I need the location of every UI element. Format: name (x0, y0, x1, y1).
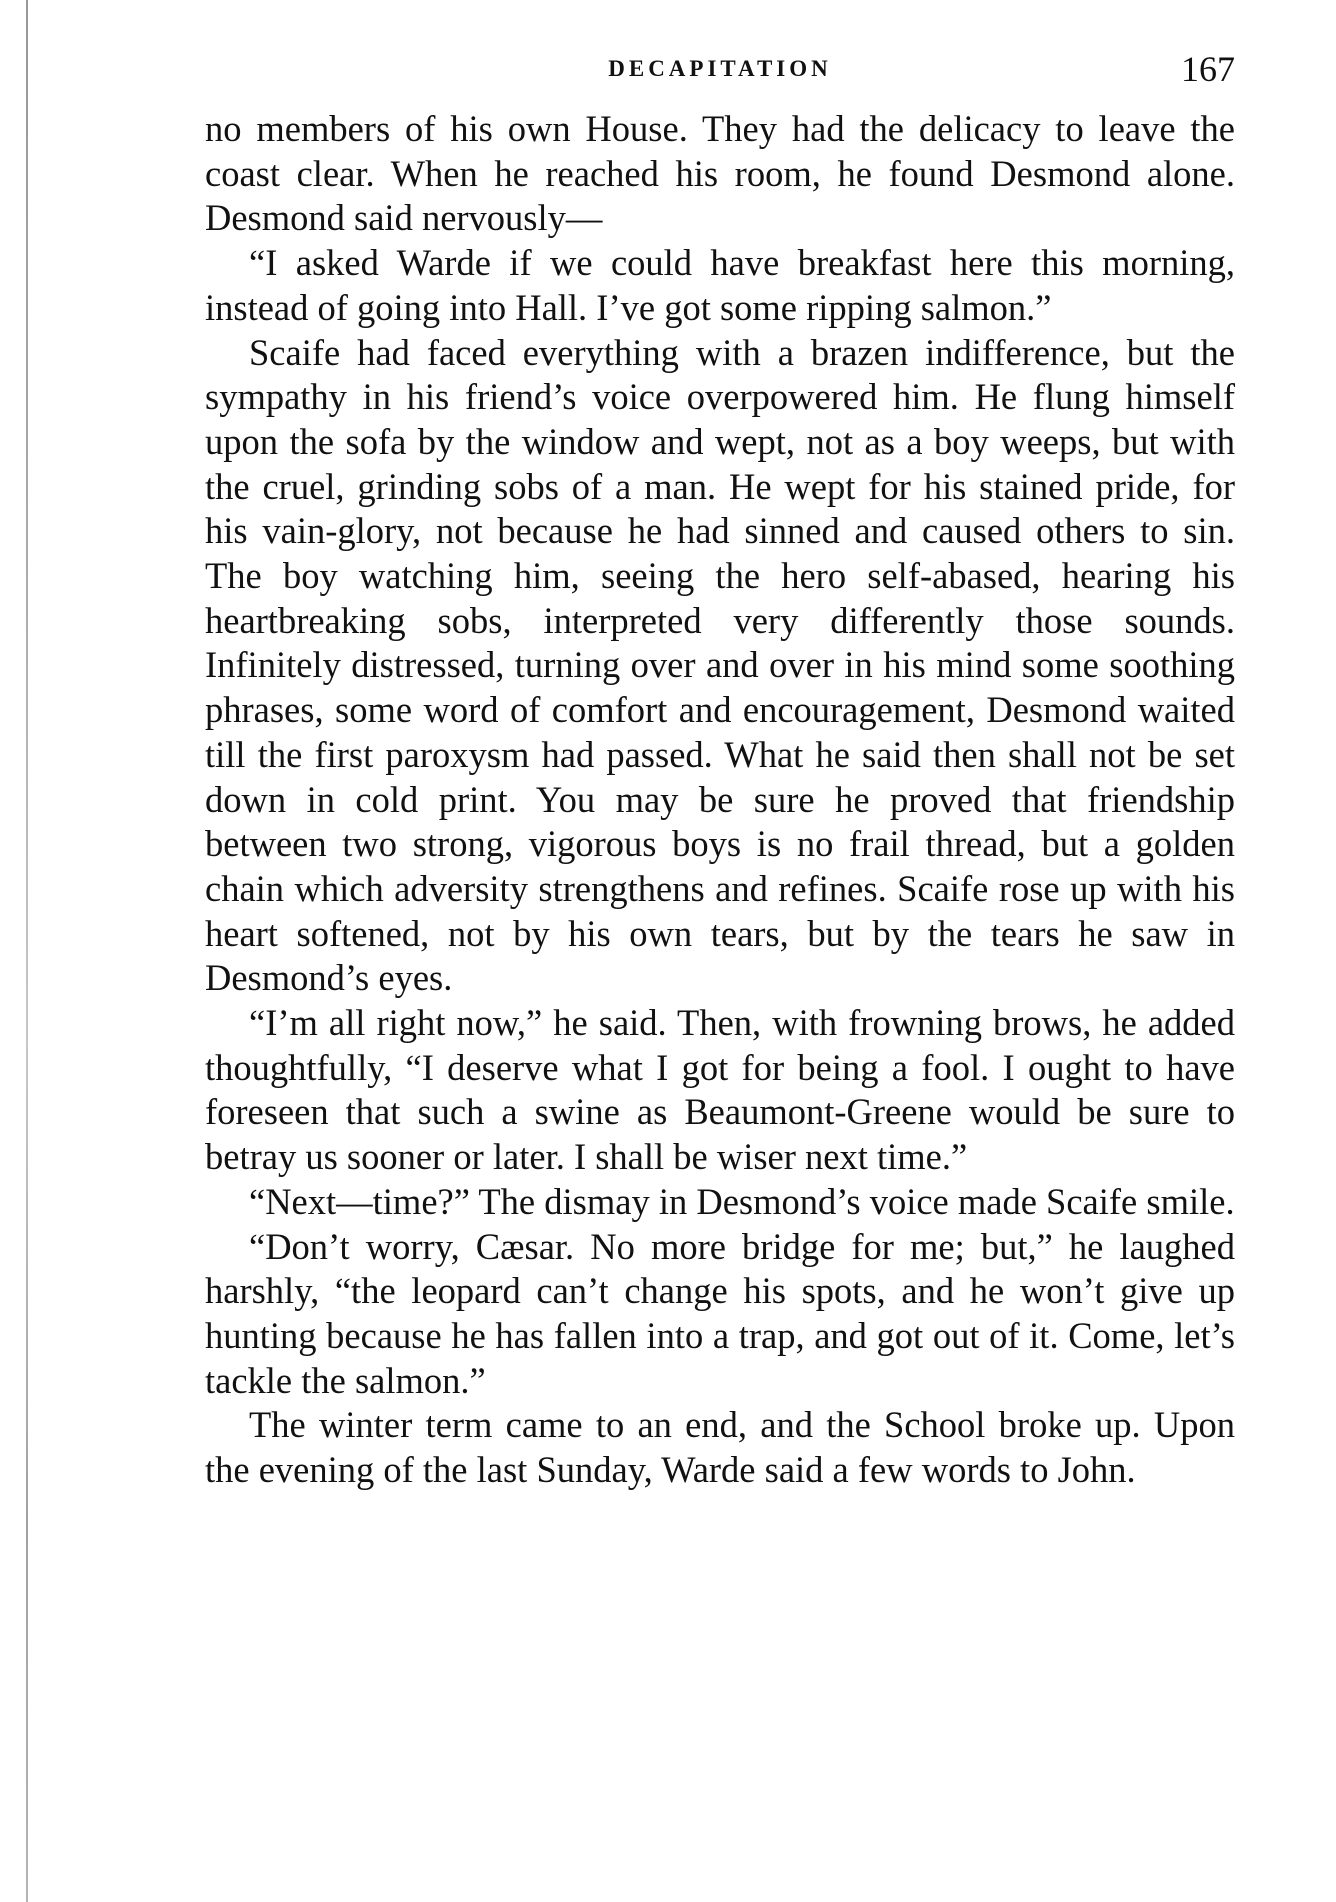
paragraph: The winter term came to an end, and the School broke up. Upon the evening of the last Sunday, Warde said a few words to John. (205, 1404, 1235, 1491)
running-title: DECAPITATION (608, 56, 832, 81)
paragraph: “I’m all right now,” he said. Then, with frowning brows, he added thoughtfully, “I deserve what I got for being a fool. I ought to have foreseen that such a swine as Beaumont-Greene would be sure to betray us sooner or later. I shall be wiser next time.” (205, 1002, 1235, 1178)
paragraph: “Don’t worry, Cæsar. No more bridge for me; but,” he laughed harshly, “the leopard can’t change his spots, and he won’t give up hunting because he has fallen into a trap, and got out of it. Come, let’s tackle the salmon.” (205, 1225, 1235, 1401)
page-number: 167 (1181, 49, 1235, 89)
paragraph: “I asked Warde if we could have breakfast here this morning, instead of going into Hall. I’ve got some ripping salmon.” (205, 242, 1235, 328)
binding-edge (26, 0, 28, 1902)
page-header (205, 49, 1235, 92)
page-body (205, 107, 1235, 1493)
paragraph: “Next—time?” The dismay in Desmond’s voice made Scaife smile. (249, 1180, 1235, 1222)
paragraph: Scaife had faced everything with a brazen indifference, but the sympathy in his friend’s voice overpowered him. He flung himself upon the sofa by the window and wept, not as a boy weeps, but with the cruel, grinding sobs of a man. He wept for his stained pride, for his vain-glory, not because he had sinned and caused others to sin. The boy watching him, seeing the hero self-abased, hearing his heartbreaking sobs, interpreted very differently those sounds. Infinitely distressed, turning over and over in his mind some soothing phrases, some word of comfort and encouragement, Desmond waited till the first paroxysm had passed. What he said then shall not be set down in cold print. You may be sure he proved that friendship between two strong, vigorous boys is no frail thread, but a golden chain which adversity strengthens and refines. Scaife rose up with his heart softened, not by his own tears, but by the tears he saw in Desmond’s eyes. (205, 331, 1235, 999)
paragraph: no members of his own House. They had the delicacy to leave the coast clear. When he reached his room, he found Desmond alone. Desmond said nervously— (205, 108, 1235, 239)
